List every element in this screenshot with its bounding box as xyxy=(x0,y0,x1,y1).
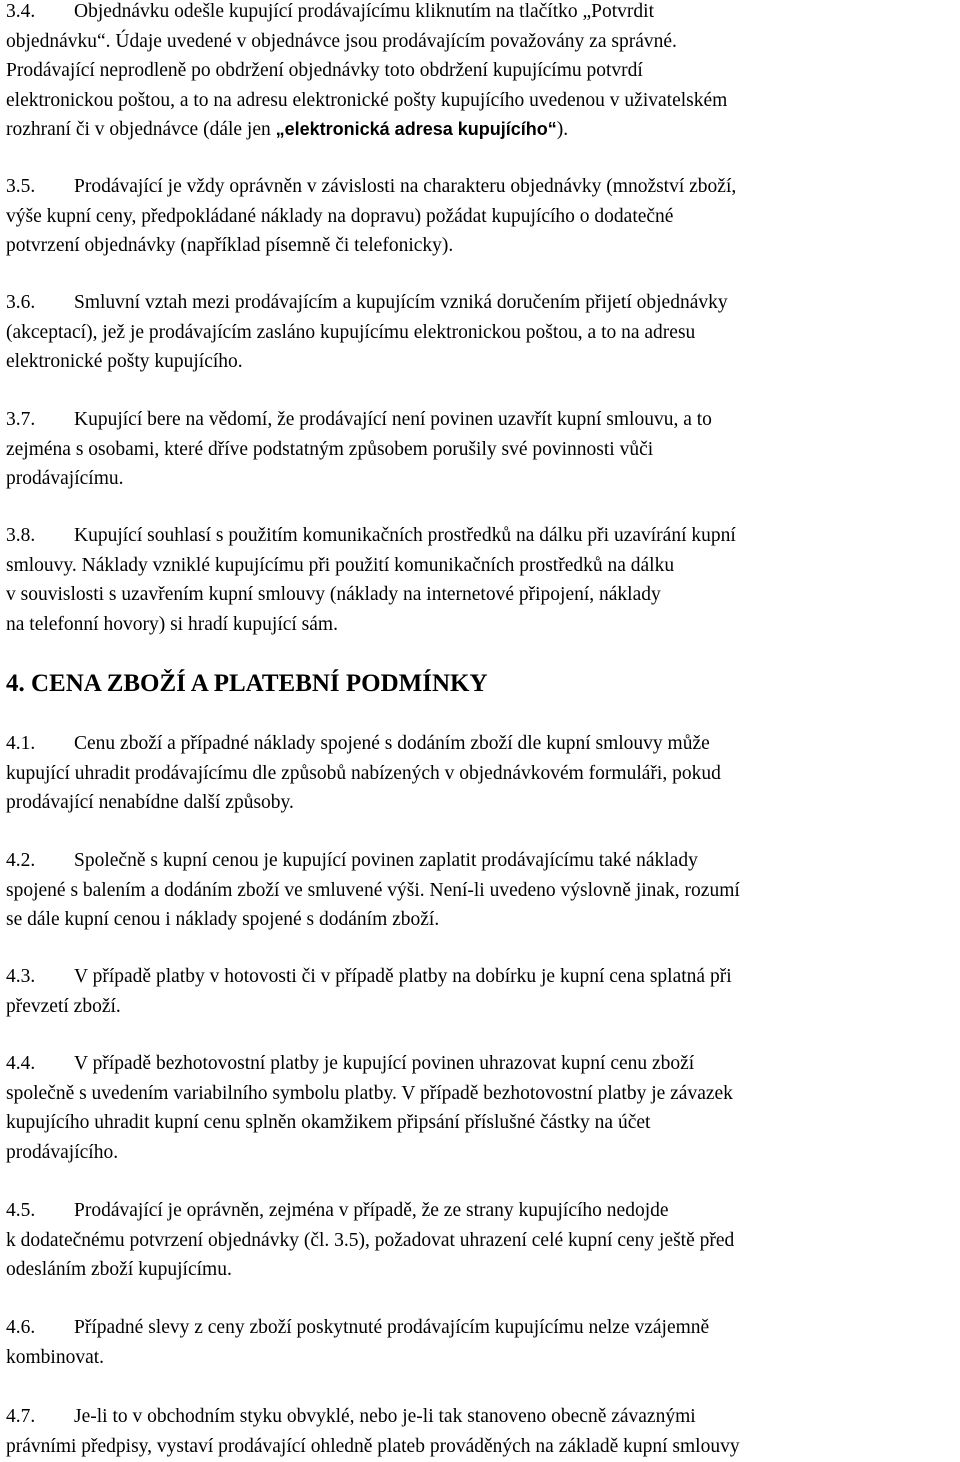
clause-text: Případné slevy z ceny zboží poskytnuté prodávajícím kupujícímu nelze vzájemně xyxy=(74,1317,710,1338)
clause-text: Kupující souhlasí s použitím komunikačních prostředků na dálku při uzavírání kupní xyxy=(74,525,736,546)
clause-text: Objednávku odešle kupující prodávajícímu kliknutím na tlačítko „Potvrdit xyxy=(74,1,655,22)
clause-line: (akceptací), jež je prodávajícím zasláno kupujícímu elektronickou poštou, a to na adresu xyxy=(6,321,696,343)
clause-number: 4.6. xyxy=(6,1317,36,1338)
clause-text: Prodávající je vždy oprávněn v závislosti na charakteru objednávky (množství zboží, xyxy=(74,176,737,197)
clause-4-4 xyxy=(6,1049,956,1167)
clause-number: 3.6. xyxy=(6,292,36,313)
clause-line: na telefonní hovory) si hradí kupující sám. xyxy=(6,613,338,635)
clause-line xyxy=(6,115,956,145)
clause-3-7 xyxy=(6,405,956,494)
clause-line xyxy=(6,0,956,27)
clause-number: 4.2. xyxy=(6,850,36,871)
clause-number: 3.8. xyxy=(6,525,36,546)
clause-line: elektronické pošty kupujícího. xyxy=(6,351,243,372)
clause-text: Je-li to v obchodním styku obvyklé, nebo je-li tak stanoveno obecně závaznými xyxy=(74,1406,696,1427)
clause-line: prodávajícímu. xyxy=(6,468,124,489)
clause-4-6 xyxy=(6,1313,956,1372)
clause-line xyxy=(6,405,956,435)
clause-number: 4.7. xyxy=(6,1406,36,1427)
clause-4-3 xyxy=(6,962,956,1021)
clause-number: 4.1. xyxy=(6,733,36,754)
clause-line: elektronickou poštou, a to na adresu elektronické pošty kupujícího uvedenou v uživatelském xyxy=(6,89,728,111)
clause-text: Smluvní vztah mezi prodávajícím a kupujícím vzniká doručením přijetí objednávky xyxy=(74,292,728,313)
defined-term: „elektronická adresa kupujícího“ xyxy=(275,119,557,139)
clause-line: odesláním zboží kupujícímu. xyxy=(6,1259,232,1280)
clause-line: Prodávající neprodleně po obdržení objednávky toto obdržení kupujícímu potvrdí xyxy=(6,60,643,81)
clause-text: ). xyxy=(556,119,569,140)
clause-number: 4.4. xyxy=(6,1053,36,1074)
clause-line xyxy=(6,1049,956,1079)
clause-3-8 xyxy=(6,521,956,639)
clause-line: k dodatečnému potvrzení objednávky (čl. 3.5), požadovat uhrazení celé kupní ceny ještě před xyxy=(6,1229,735,1251)
clause-number: 4.3. xyxy=(6,966,36,987)
clause-line xyxy=(6,288,956,318)
clause-line: prodávajícího. xyxy=(6,1141,119,1163)
clause-text: V případě bezhotovostní platby je kupující povinen uhrazovat kupní cenu zboží xyxy=(74,1053,695,1074)
clause-line: objednávku“. Údaje uvedené v objednávce jsou prodávajícím považovány za správné. xyxy=(6,30,677,52)
section-heading: 4. CENA ZBOŽÍ A PLATEBNÍ PODMÍNKY xyxy=(6,670,488,697)
clause-line: právními předpisy, vystaví prodávající ohledně plateb prováděných na základě kupní smlouvy xyxy=(6,1435,740,1457)
clause-text: Kupující bere na vědomí, že prodávající není povinen uzavřít kupní smlouvu, a to xyxy=(74,409,712,430)
clause-line: spojené s balením a dodáním zboží ve smluvené výši. Není-li uvedeno výslovně jinak, rozumí xyxy=(6,879,740,901)
clause-line: kombinovat. xyxy=(6,1346,105,1368)
clause-line xyxy=(6,172,956,202)
clause-line: potvrzení objednávky (například písemně či telefonicky). xyxy=(6,235,454,256)
clause-line xyxy=(6,729,956,759)
clause-line: převzetí zboží. xyxy=(6,995,121,1017)
clause-number: 4.5. xyxy=(6,1200,36,1221)
clause-number: 3.4. xyxy=(6,1,36,22)
clause-text: Společně s kupní cenou je kupující povinen zaplatit prodávajícímu také náklady xyxy=(74,850,698,871)
clause-line: se dále kupní cenou i náklady spojené s dodáním zboží. xyxy=(6,909,440,930)
clause-line: zejména s osobami, které dříve podstatným způsobem porušily své povinnosti vůči xyxy=(6,438,654,460)
clause-line xyxy=(6,1196,956,1226)
clause-line: smlouvy. Náklady vzniklé kupujícímu při použití komunikačních prostředků na dálku xyxy=(6,554,675,576)
clause-4-5 xyxy=(6,1196,956,1285)
clause-line xyxy=(6,846,956,876)
clause-number: 3.7. xyxy=(6,409,36,430)
clause-line: prodávající nenabídne další způsoby. xyxy=(6,792,294,813)
clause-4-2 xyxy=(6,846,956,935)
clause-text: Cenu zboží a případné náklady spojené s dodáním zboží dle kupní smlouvy může xyxy=(74,733,710,754)
clause-line xyxy=(6,521,956,551)
clause-line: v souvislosti s uzavřením kupní smlouvy (náklady na internetové připojení, náklady xyxy=(6,584,661,605)
clause-text: rozhraní či v objednávce (dále jen xyxy=(6,119,276,140)
clause-line xyxy=(6,1402,956,1432)
clause-line: výše kupní ceny, předpokládané náklady na dopravu) požádat kupujícího o dodatečné xyxy=(6,205,674,227)
clause-line: společně s uvedením variabilního symbolu platby. V případě bezhotovostní platby je závazek xyxy=(6,1082,733,1104)
clause-text: V případě platby v hotovosti či v případě platby na dobírku je kupní cena splatná při xyxy=(74,966,732,987)
clause-4-7 xyxy=(6,1402,956,1461)
clause-number: 3.5. xyxy=(6,176,36,197)
clause-line xyxy=(6,962,956,992)
clause-3-4 xyxy=(6,0,956,145)
clause-3-5 xyxy=(6,172,956,261)
clause-line xyxy=(6,1313,956,1343)
clause-text: Prodávající je oprávněn, zejména v případě, že ze strany kupujícího nedojde xyxy=(74,1200,669,1221)
clause-line: kupujícího uhradit kupní cenu splněn okamžikem připsání příslušné částky na účet xyxy=(6,1112,651,1133)
clause-4-1 xyxy=(6,729,956,818)
clause-3-6 xyxy=(6,288,956,377)
clause-line: kupující uhradit prodávajícímu dle způsobů nabízených v objednávkovém formuláři, pokud xyxy=(6,762,721,784)
